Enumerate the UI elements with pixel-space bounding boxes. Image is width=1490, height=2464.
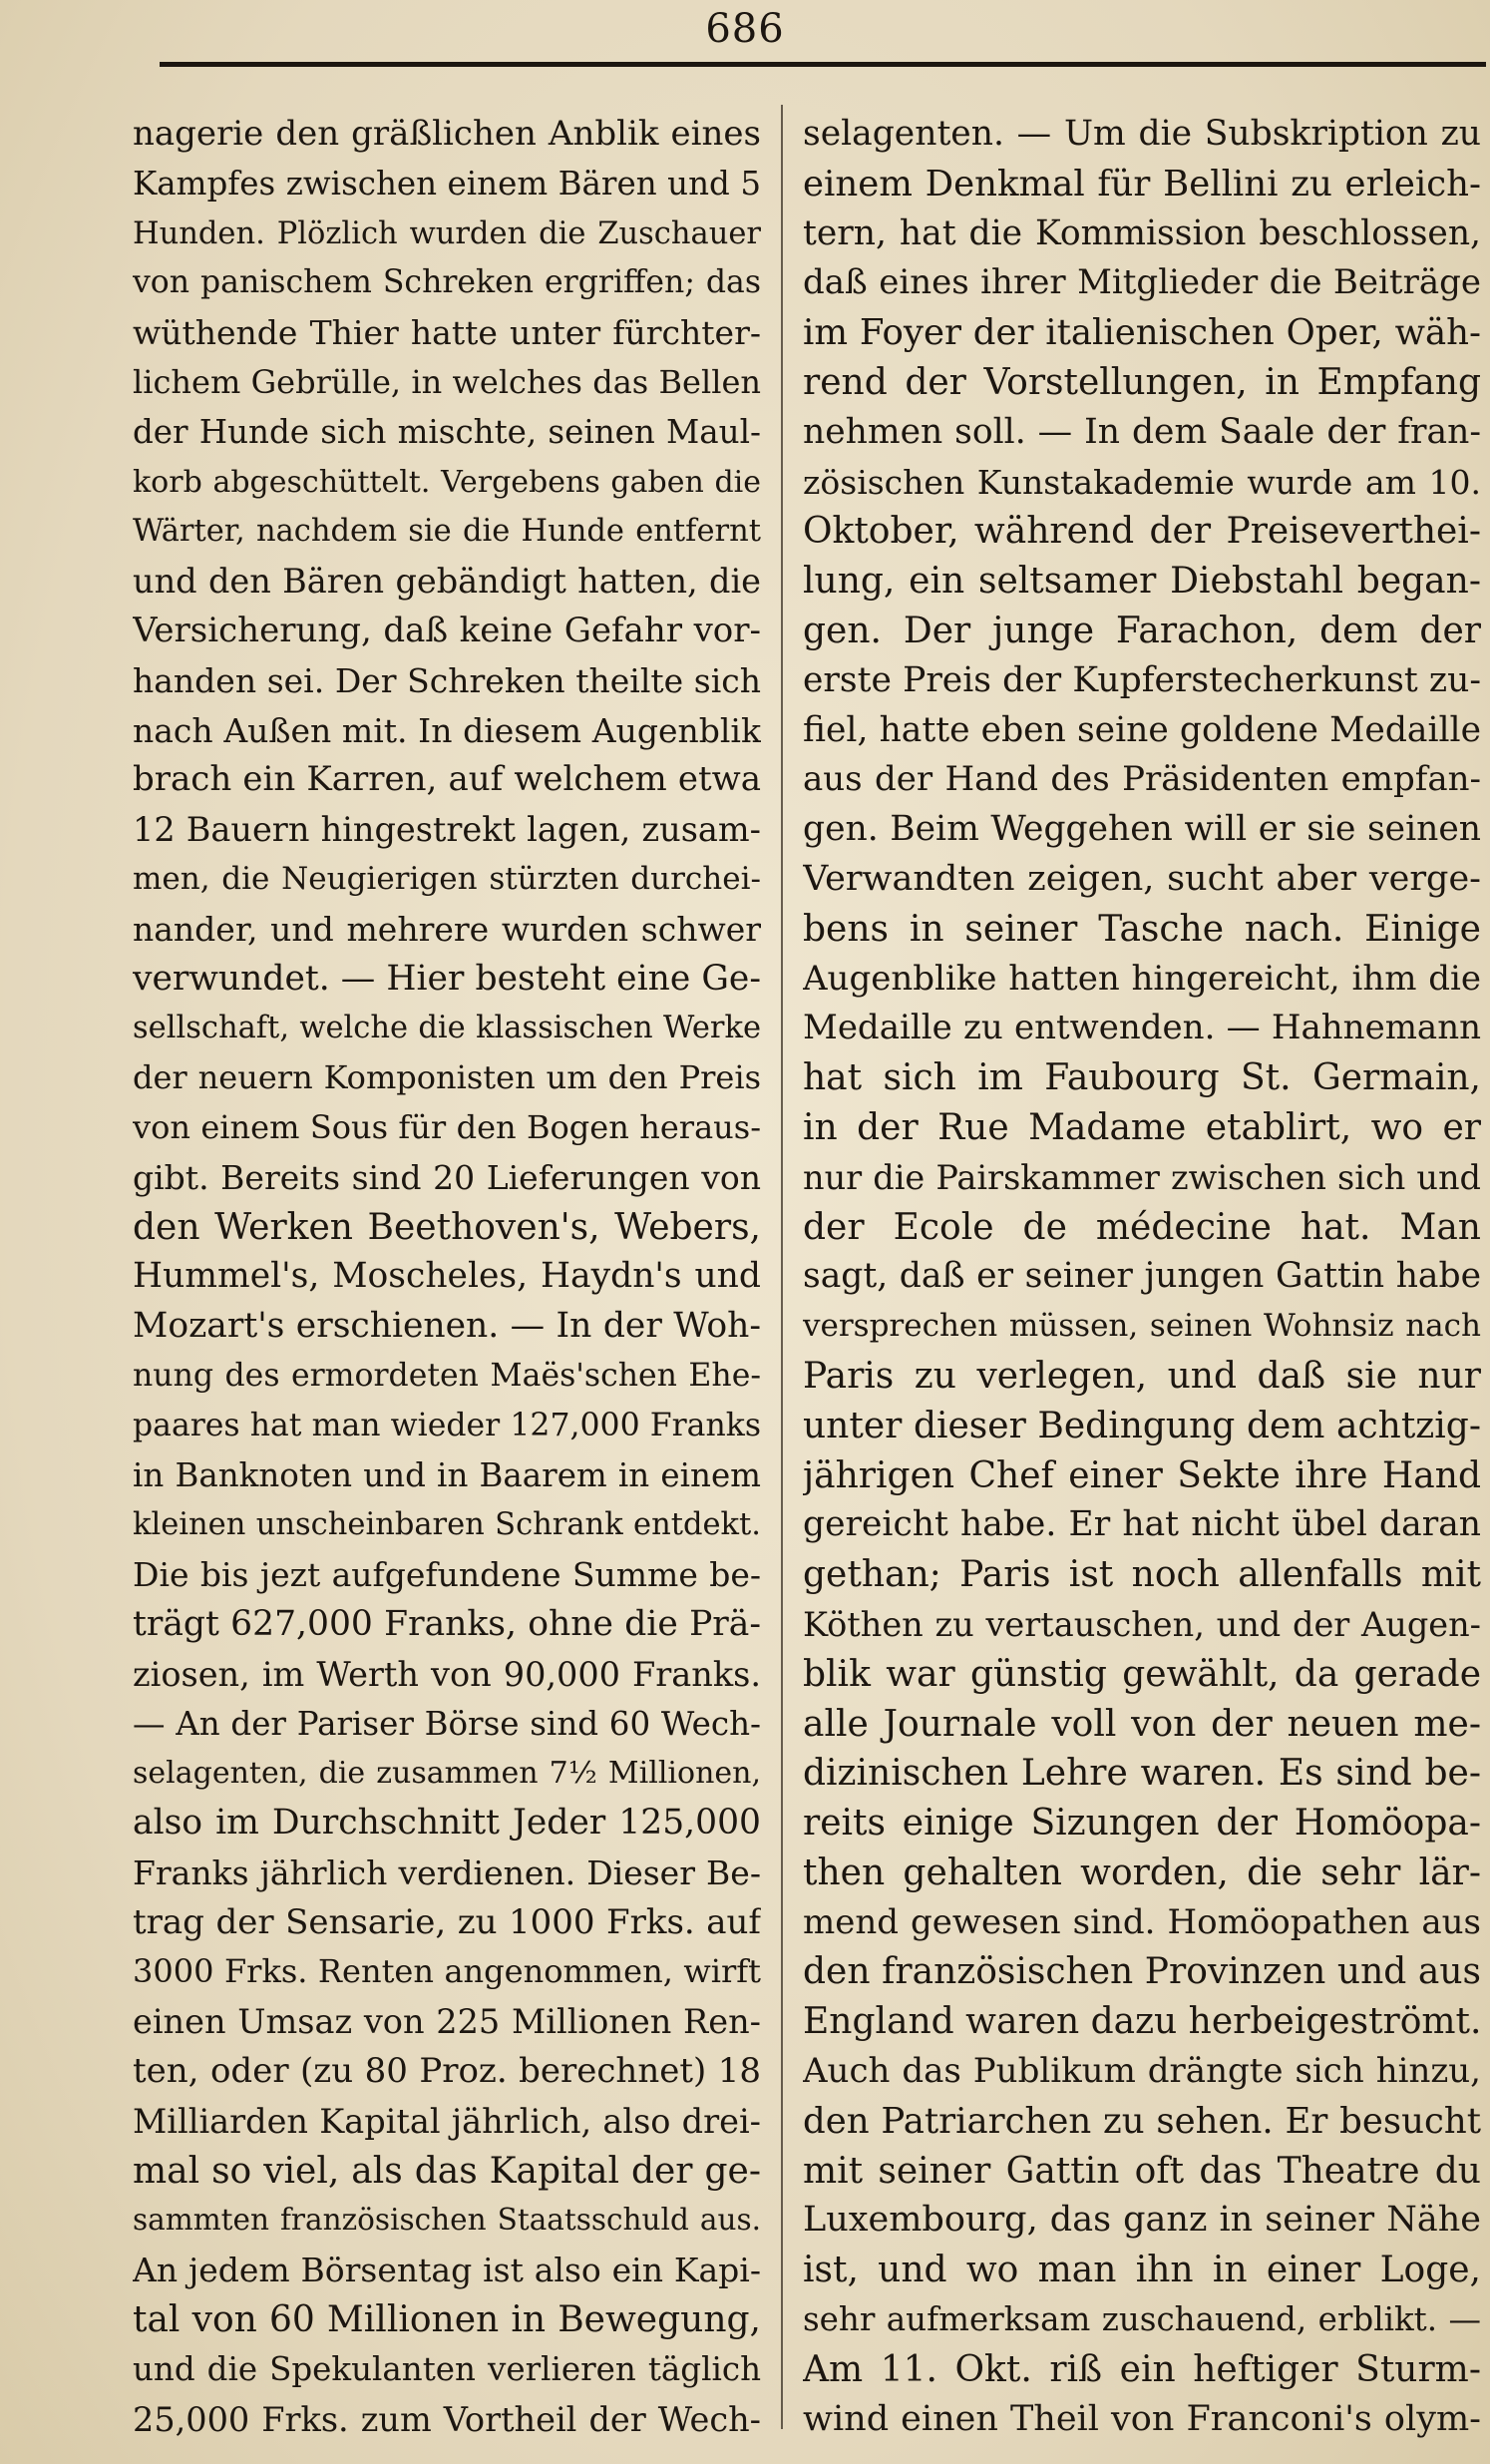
text-line: tern, hat die Kommission beschlossen, (803, 212, 1481, 253)
text-line: jährigen Chef einer Sekte ihre Hand (803, 1454, 1481, 1496)
text-line: unter dieser Bedingung dem achtzig- (803, 1405, 1481, 1446)
text-line: den Werken Beethoven's, Webers, (133, 1206, 761, 1248)
column-divider (781, 105, 783, 2429)
text-line: versprechen müssen, seinen Wohnsiz nach (803, 1308, 1481, 1345)
text-line: sehr aufmerksam zuschauend, erblikt. — (803, 2300, 1481, 2339)
text-line: gen. Beim Weggehen will er sie seinen (803, 809, 1481, 850)
text-line: Hummel's, Moscheles, Haydn's und (133, 1256, 761, 1297)
text-line: fiel, hatte eben seine goldene Medaille (803, 709, 1481, 750)
text-line: der Hunde sich mischte, seinen Maul- (133, 412, 761, 451)
text-line: wüthende Thier hatte unter fürchter- (133, 313, 761, 353)
text-line: von panischem Schreken ergriffen; das (133, 264, 761, 301)
text-line: lung, ein seltsamer Diebstahl began- (803, 561, 1481, 603)
text-line: lichem Gebrülle, in welches das Bellen (133, 362, 761, 401)
text-line: Franks jährlich verdienen. Dieser Be- (133, 1852, 761, 1892)
text-line: An jedem Börsentag ist also ein Kapi- (133, 2251, 761, 2290)
text-line: zösischen Kunstakademie wurde am 10. (803, 462, 1481, 502)
text-line: erste Preis der Kupferstecherkunst zu- (803, 659, 1481, 700)
text-line: daß eines ihrer Mitglieder die Beiträge (803, 262, 1481, 303)
text-line: nach Außen mit. In diesem Augenblik (133, 710, 761, 750)
text-line: handen sei. Der Schreken theilte sich (133, 660, 761, 700)
text-line: 3000 Frks. Renten angenommen, wirft (133, 1952, 761, 1991)
text-line: Wärter, nachdem sie die Hunde entfernt (133, 514, 761, 550)
text-line: also im Durchschnitt Jeder 125,000 (133, 1803, 761, 1844)
text-line: Die bis jezt aufgefundene Summe be- (133, 1555, 761, 1595)
text-line: bens in seiner Tasche nach. Einige (803, 908, 1481, 950)
text-line: selagenten, die zusammen 7½ Millionen, (133, 1756, 761, 1792)
text-line: gen. Der junge Farachon, dem der (803, 610, 1481, 651)
text-line: den französischen Provinzen und aus (803, 1951, 1481, 1993)
text-line: in Banknoten und in Baarem in einem (133, 1455, 761, 1494)
text-line: Kampfes zwischen einem Bären und 5 (133, 164, 761, 203)
text-line: sellschaft, welche die klassischen Werke (133, 1011, 761, 1046)
text-line: ziosen, im Werth von 90,000 Franks. (133, 1654, 761, 1694)
text-line: mit seiner Gattin oft das Theatre du (803, 2150, 1481, 2192)
text-line: alle Journale voll von der neuen me- (803, 1703, 1481, 1745)
text-line: Medaille zu entwenden. — Hahnemann (803, 1008, 1481, 1048)
text-line: tal von 60 Millionen in Bewegung, (133, 2299, 761, 2341)
text-line: nagerie den gräßlichen Anblik eines (133, 114, 761, 154)
text-line: ist, und wo man ihn in einer Loge, (803, 2250, 1481, 2291)
text-line: Paris zu verlegen, und daß sie nur (803, 1355, 1481, 1397)
text-line: und die Spekulanten verlieren täglich (133, 2349, 761, 2388)
text-line: kleinen unscheinbaren Schrank entdekt. (133, 1507, 761, 1543)
header-rule (160, 62, 1486, 67)
text-line: men, die Neugierigen stürzten durchei- (133, 860, 761, 897)
page-number: 686 (705, 6, 785, 52)
text-line: trägt 627,000 Franks, ohne die Prä- (133, 1603, 761, 1644)
right-column (803, 110, 1481, 2444)
text-line: einem Denkmal für Bellini zu erleich- (803, 163, 1481, 205)
text-line: nander, und mehrere wurden schwer (133, 909, 761, 949)
text-line: sammten französischen Staatsschuld aus. (133, 2203, 761, 2238)
text-line: nehmen soll. — In dem Saale der fran- (803, 411, 1481, 452)
text-line: trag der Sensarie, zu 1000 Frks. auf (133, 1901, 761, 1942)
text-line: Milliarden Kapital jährlich, also drei- (133, 2101, 761, 2141)
text-line: gereicht habe. Er hat nicht übel daran (803, 1504, 1481, 1545)
text-line: — An der Pariser Börse sind 60 Wech- (133, 1704, 761, 1743)
text-line: paares hat man wieder 127,000 Franks (133, 1407, 761, 1443)
text-line: Luxembourg, das ganz in seiner Nähe (803, 2200, 1481, 2241)
text-line: einen Umsaz von 225 Millionen Ren- (133, 2002, 761, 2042)
text-line: nur die Pairskammer zwischen sich und (803, 1157, 1481, 1197)
text-line: Oktober, während der Preiseverthei- (803, 511, 1481, 553)
text-line: Köthen zu vertauschen, und der Augen- (803, 1604, 1481, 1644)
text-line: Verwandten zeigen, sucht aber verge- (803, 858, 1481, 899)
text-line: reits einige Sizungen der Homöopa- (803, 1803, 1481, 1845)
text-line: 12 Bauern hingestrekt lagen, zusam- (133, 810, 761, 850)
text-line: Hunden. Plözlich wurden die Zuschauer (133, 215, 761, 251)
text-line: nung des ermordeten Maës'schen Ehe- (133, 1357, 761, 1394)
text-line: der neuern Komponisten um den Preis (133, 1058, 761, 1097)
text-line: selagenten. — Um die Subskription zu (803, 114, 1481, 154)
text-line: Auch das Publikum drängte sich hinzu, (803, 2051, 1481, 2092)
text-line: von einem Sous für den Bogen heraus- (133, 1107, 761, 1146)
text-line: hat sich im Faubourg St. Germain, (803, 1057, 1481, 1099)
text-line: then gehalten worden, die sehr lär- (803, 1851, 1481, 1893)
text-line: Am 11. Okt. riß ein heftiger Sturm- (803, 2348, 1481, 2390)
text-line: brach ein Karren, auf welchem etwa (133, 759, 761, 800)
text-line: aus der Hand des Präsidenten empfan- (803, 759, 1481, 800)
text-line: gethan; Paris ist noch allenfalls mit (803, 1554, 1481, 1596)
left-column (133, 110, 761, 2444)
text-line: den Patriarchen zu sehen. Er besucht (803, 2100, 1481, 2142)
text-line: dizinischen Lehre waren. Es sind be- (803, 1753, 1481, 1795)
text-line: mend gewesen sind. Homöopathen aus (803, 1901, 1481, 1942)
text-line: Augenblike hatten hingereicht, ihm die (803, 958, 1481, 999)
text-line: im Foyer der italienischen Oper, wäh- (803, 312, 1481, 354)
text-line: korb abgeschüttelt. Vergebens gaben die (133, 464, 761, 500)
text-line: und den Bären gebändigt hatten, die (133, 562, 761, 602)
text-line: gibt. Bereits sind 20 Lieferungen von (133, 1157, 761, 1197)
text-line: Mozart's erschienen. — In der Woh- (133, 1306, 761, 1347)
text-line: rend der Vorstellungen, in Empfang (803, 361, 1481, 403)
text-line: der Ecole de médecine hat. Man (803, 1206, 1481, 1248)
text-line: ten, oder (zu 80 Proz. berechnet) 18 (133, 2051, 761, 2092)
text-line: Versicherung, daß keine Gefahr vor- (133, 610, 761, 650)
text-line: England waren dazu herbeigeströmt. (803, 2001, 1481, 2043)
text-line: sagt, daß er seiner jungen Gattin habe (803, 1256, 1481, 1297)
text-line: blik war günstig gewählt, da gerade (803, 1653, 1481, 1695)
text-line: 25,000 Frks. zum Vortheil der Wech- (133, 2399, 761, 2439)
text-line: mal so viel, als das Kapital der ge- (133, 2150, 761, 2192)
text-line: wind einen Theil von Franconi's olym- (803, 2398, 1481, 2439)
text-line: verwundet. — Hier besteht eine Ge- (133, 958, 761, 999)
text-line: in der Rue Madame etablirt, wo er (803, 1106, 1481, 1148)
